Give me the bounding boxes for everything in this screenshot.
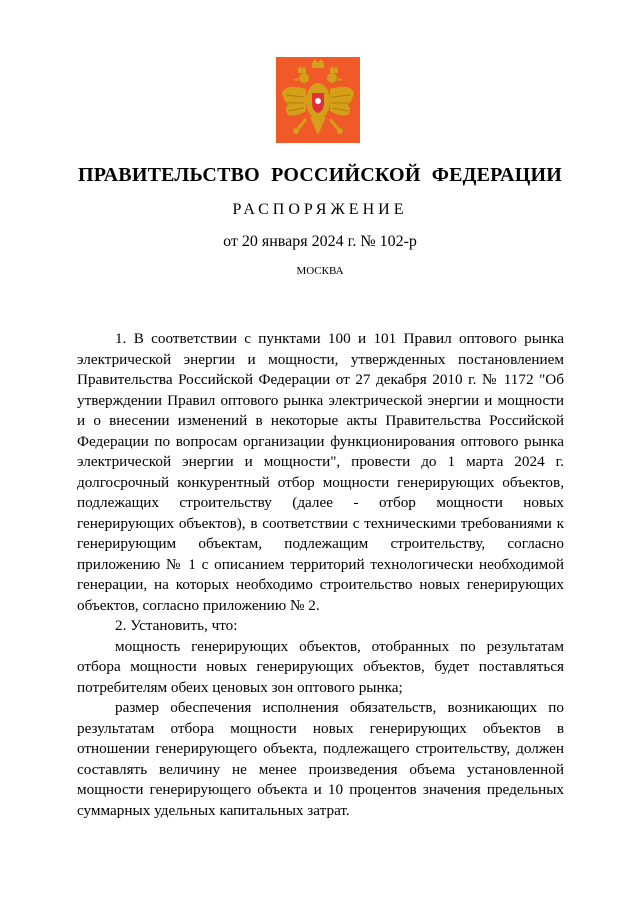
government-title: ПРАВИТЕЛЬСТВО РОССИЙСКОЙ ФЕДЕРАЦИИ xyxy=(78,164,562,186)
document-type: РАСПОРЯЖЕНИЕ xyxy=(232,201,408,218)
document-city: МОСКВА xyxy=(296,265,344,277)
paragraph-3: мощность генерирующих объектов, отобранных по результатам отбора мощности новых генерирующих объектов, будет поставляться потребителям обеих ценовых зон оптового рынка; xyxy=(77,637,564,696)
paragraph-1: 1. В соответствии с пунктами 100 и 101 Правил оптового рынка электрической энергии и мощности, утвержденных постановлением Правительства Российской Федерации от 27 декабря 2010 г. № 1172 "Об утверждении Правил оптового рынка электрической энергии и мощности и о внесении изменений в некоторые акты Правительства Российской Федерации по вопросам организации функционирования оптового рынка электрической энергии и мощности", провести до 1 марта 2024 г. долгосрочный конкурентный отбор мощности генерирующих объектов, подлежащих строительству (далее - отбор мощности новых генерирующих объектов), в соответствии с техническими требованиями к генерирующим объектам, подлежащим строительству, согласно приложению № 1 с описанием территорий технологически необходимой генерации, на которых необходимо строительство новых генерирующих объектов, согласно приложению № 2. xyxy=(77,330,564,614)
document-body xyxy=(77,329,564,821)
document-date: от 20 января 2024 г. № 102-р xyxy=(223,233,417,250)
coat-of-arms-icon xyxy=(276,57,360,143)
paragraph-4: размер обеспечения исполнения обязательств, возникающих по результатам отбора мощности новых генерирующих объектов в отношении генерирующего объекта, подлежащего строительству, должен составлять величину не менее произведения объема установленной мощности генерирующего объекта и 10 процентов значения предельных суммарных удельных капитальных затрат. xyxy=(77,699,564,819)
paragraph-2: 2. Установить, что: xyxy=(115,617,238,634)
